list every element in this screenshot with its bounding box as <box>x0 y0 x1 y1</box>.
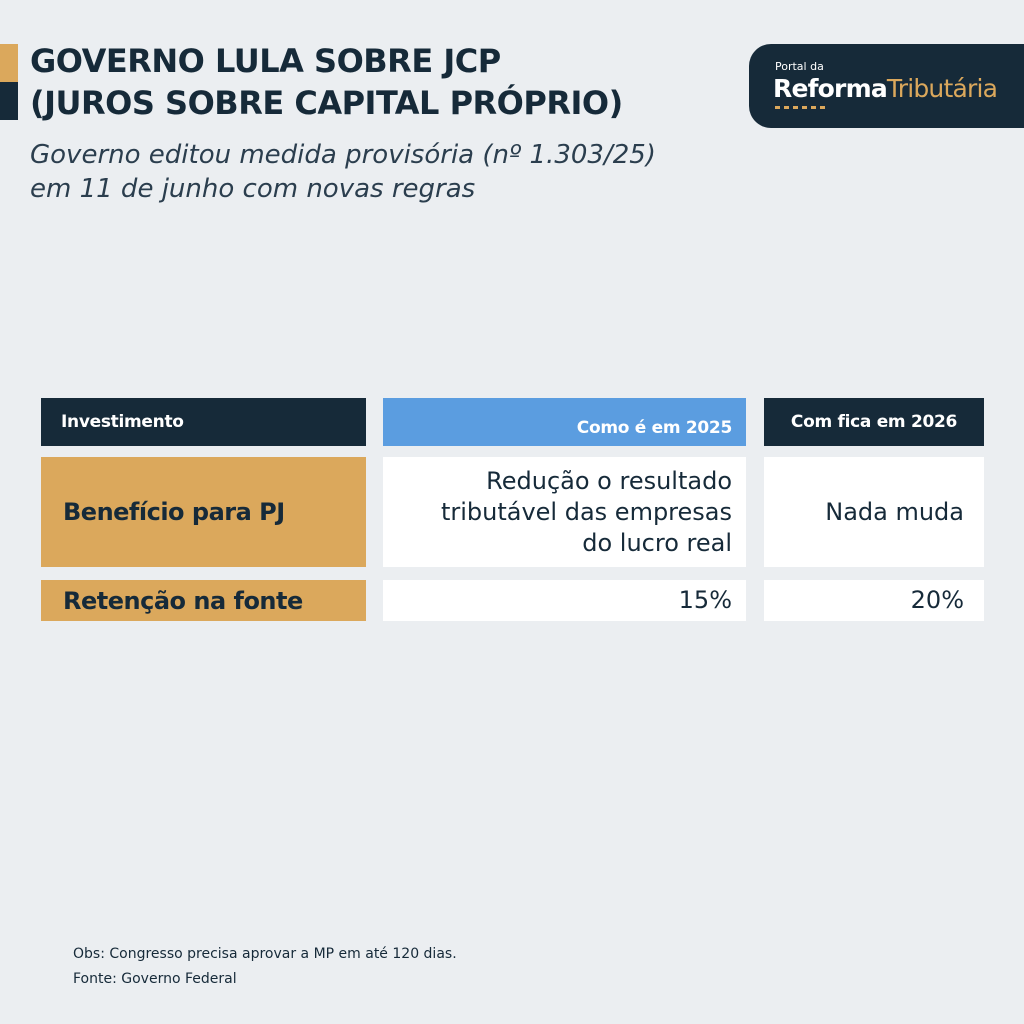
row-label-retencao: Retenção na fonte <box>41 580 366 621</box>
page-title <box>30 40 710 124</box>
cell-beneficio-2025-line-1: Redução o resultado <box>486 466 732 495</box>
logo-dotted-underline <box>775 106 827 109</box>
logo-wordmark <box>773 74 997 103</box>
title-line-2: (JUROS SOBRE CAPITAL PRÓPRIO) <box>30 84 623 122</box>
footnote-obs: Obs: Congresso precisa aprovar a MP em até 120 dias. <box>73 946 457 962</box>
logo-small-text: Portal da <box>775 60 824 73</box>
portal-logo <box>749 44 1024 128</box>
title-line-1: GOVERNO LULA SOBRE JCP <box>30 42 501 80</box>
subtitle-line-1: Governo editou medida provisória (nº 1.303/25) <box>30 140 656 170</box>
cell-retencao-2026: 20% <box>764 580 984 621</box>
logo-strong-text: Reforma <box>773 74 887 103</box>
cell-retencao-2025: 15% <box>383 580 746 621</box>
cell-beneficio-2025 <box>383 457 746 567</box>
cell-beneficio-2025-line-2: tributável das empresas <box>440 497 732 526</box>
logo-light-text: Tributária <box>886 74 998 103</box>
table-header-investimento: Investimento <box>41 398 366 446</box>
subtitle-line-2: em 11 de junho com novas regras <box>30 174 476 204</box>
footnote-source: Fonte: Governo Federal <box>73 971 237 987</box>
accent-bar-gold <box>0 44 18 82</box>
cell-beneficio-2026: Nada muda <box>764 457 984 567</box>
page-subtitle <box>30 138 730 206</box>
table-header-2026: Com fica em 2026 <box>764 398 984 446</box>
accent-bar-navy <box>0 82 18 120</box>
row-label-beneficio: Benefício para PJ <box>41 457 366 567</box>
cell-beneficio-2025-line-3: do lucro real <box>582 528 732 557</box>
table-header-2025: Como é em 2025 <box>383 398 746 446</box>
